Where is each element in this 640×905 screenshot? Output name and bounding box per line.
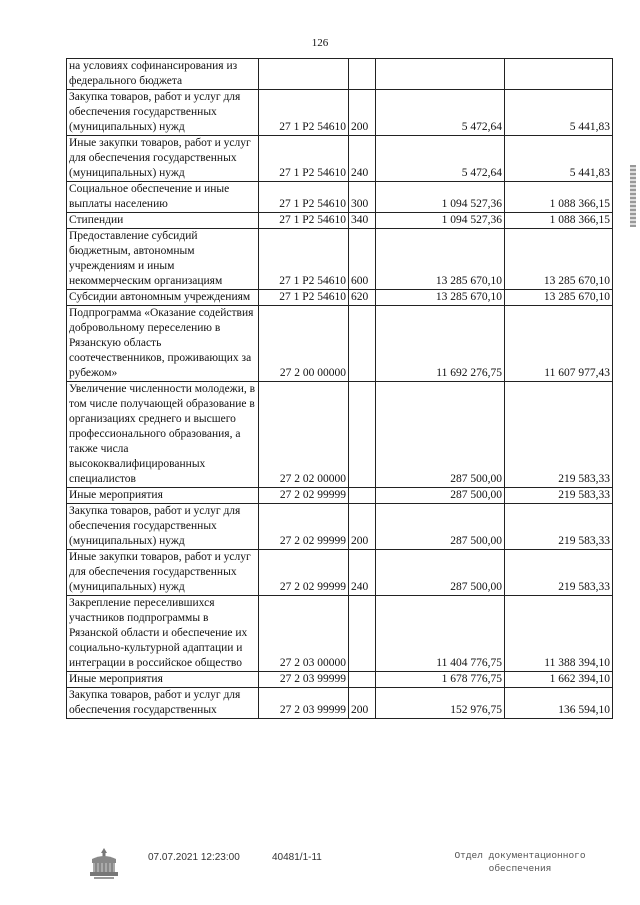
row-value-actual: 1 662 394,10 bbox=[505, 672, 613, 688]
footer-datetime: 07.07.2021 12:23:00 bbox=[148, 852, 240, 863]
footer-department bbox=[440, 849, 600, 875]
row-type: 200 bbox=[349, 688, 376, 719]
row-value-actual: 219 583,33 bbox=[505, 382, 613, 488]
row-value-actual: 1 088 366,15 bbox=[505, 182, 613, 213]
row-value-plan: 11 404 776,75 bbox=[376, 596, 505, 672]
table-row bbox=[67, 488, 613, 504]
row-type bbox=[349, 488, 376, 504]
row-type: 340 bbox=[349, 213, 376, 229]
row-code: 27 2 03 99999 bbox=[259, 672, 349, 688]
coat-of-arms-icon bbox=[86, 845, 122, 881]
row-code: 27 2 00 00000 bbox=[259, 306, 349, 382]
row-value-plan: 287 500,00 bbox=[376, 504, 505, 550]
row-type bbox=[349, 306, 376, 382]
row-value-actual: 11 607 977,43 bbox=[505, 306, 613, 382]
row-value-plan: 152 976,75 bbox=[376, 688, 505, 719]
row-value-actual: 5 441,83 bbox=[505, 90, 613, 136]
table-row bbox=[67, 136, 613, 182]
row-code: 27 1 Р2 54610 bbox=[259, 136, 349, 182]
row-type: 600 bbox=[349, 229, 376, 290]
row-name: Предоставление субсидий бюджетным, автономным учреждениям и иным некоммерческим организациям bbox=[67, 229, 259, 290]
row-value-plan: 287 500,00 bbox=[376, 550, 505, 596]
row-value-plan: 287 500,00 bbox=[376, 382, 505, 488]
row-code: 27 2 02 99999 bbox=[259, 488, 349, 504]
table-row bbox=[67, 213, 613, 229]
row-name: на условиях софинансирования из федерального бюджета bbox=[67, 59, 259, 90]
row-type bbox=[349, 382, 376, 488]
row-type bbox=[349, 59, 376, 90]
table-row bbox=[67, 688, 613, 719]
row-code: 27 1 Р2 54610 bbox=[259, 182, 349, 213]
row-code: 27 1 Р2 54610 bbox=[259, 90, 349, 136]
row-value-plan: 11 692 276,75 bbox=[376, 306, 505, 382]
row-type: 240 bbox=[349, 550, 376, 596]
row-value-actual: 136 594,10 bbox=[505, 688, 613, 719]
budget-table bbox=[66, 58, 613, 719]
row-code: 27 2 02 99999 bbox=[259, 550, 349, 596]
row-name: Стипендии bbox=[67, 213, 259, 229]
row-name: Подпрограмма «Оказание содействия добровольному переселению в Рязанскую область соотечественников, проживающих за рубежом» bbox=[67, 306, 259, 382]
footer-department-line1: Отдел документационного bbox=[454, 850, 586, 861]
row-name: Закрепление переселившихся участников подпрограммы в Рязанской области и обеспечение их социально-культурной адаптации и интеграции в российское общество bbox=[67, 596, 259, 672]
row-value-plan: 1 094 527,36 bbox=[376, 213, 505, 229]
row-value-plan: 1 094 527,36 bbox=[376, 182, 505, 213]
row-name: Социальное обеспечение и иные выплаты населению bbox=[67, 182, 259, 213]
table-row bbox=[67, 550, 613, 596]
row-value-actual: 13 285 670,10 bbox=[505, 229, 613, 290]
row-code: 27 2 03 99999 bbox=[259, 688, 349, 719]
row-type: 300 bbox=[349, 182, 376, 213]
row-value-actual: 5 441,83 bbox=[505, 136, 613, 182]
row-type bbox=[349, 596, 376, 672]
row-value-plan: 5 472,64 bbox=[376, 90, 505, 136]
table-row bbox=[67, 306, 613, 382]
table-row bbox=[67, 229, 613, 290]
table-row bbox=[67, 596, 613, 672]
row-value-plan: 13 285 670,10 bbox=[376, 229, 505, 290]
scan-edge-mark bbox=[630, 165, 636, 227]
row-name: Закупка товаров, работ и услуг для обеспечения государственных (муниципальных) нужд bbox=[67, 90, 259, 136]
table-row bbox=[67, 672, 613, 688]
row-name: Увеличение численности молодежи, в том числе получающей образование в организациях среднего и высшего профессионального образования, а также числа высококвалифицированных специалистов bbox=[67, 382, 259, 488]
row-value-actual: 1 088 366,15 bbox=[505, 213, 613, 229]
row-name: Иные закупки товаров, работ и услуг для обеспечения государственных (муниципальных) нужд bbox=[67, 136, 259, 182]
table-row bbox=[67, 504, 613, 550]
row-name: Иные мероприятия bbox=[67, 488, 259, 504]
row-code: 27 1 Р2 54610 bbox=[259, 229, 349, 290]
footer-department-line2: обеспечения bbox=[488, 863, 552, 874]
row-value-plan: 1 678 776,75 bbox=[376, 672, 505, 688]
row-name: Иные мероприятия bbox=[67, 672, 259, 688]
table-row bbox=[67, 182, 613, 213]
row-value-actual: 11 388 394,10 bbox=[505, 596, 613, 672]
row-code: 27 2 03 00000 bbox=[259, 596, 349, 672]
row-value-actual: 13 285 670,10 bbox=[505, 290, 613, 306]
row-name: Закупка товаров, работ и услуг для обеспечения государственных bbox=[67, 688, 259, 719]
row-code: 27 2 02 99999 bbox=[259, 504, 349, 550]
row-type: 620 bbox=[349, 290, 376, 306]
row-value-plan: 287 500,00 bbox=[376, 488, 505, 504]
row-value-actual: 219 583,33 bbox=[505, 550, 613, 596]
row-name: Иные закупки товаров, работ и услуг для обеспечения государственных (муниципальных) нужд bbox=[67, 550, 259, 596]
row-type: 240 bbox=[349, 136, 376, 182]
row-type: 200 bbox=[349, 504, 376, 550]
row-code: 27 1 Р2 54610 bbox=[259, 213, 349, 229]
table-row bbox=[67, 90, 613, 136]
row-code: 27 1 Р2 54610 bbox=[259, 290, 349, 306]
table-row bbox=[67, 382, 613, 488]
row-value-plan: 5 472,64 bbox=[376, 136, 505, 182]
table-row bbox=[67, 59, 613, 90]
row-value-actual: 219 583,33 bbox=[505, 488, 613, 504]
footer-registration-number: 40481/1-11 bbox=[272, 852, 322, 863]
row-type: 200 bbox=[349, 90, 376, 136]
row-type bbox=[349, 672, 376, 688]
page-number: 126 bbox=[311, 37, 329, 49]
budget-table-body bbox=[67, 59, 613, 719]
row-value-actual bbox=[505, 59, 613, 90]
table-row bbox=[67, 290, 613, 306]
row-code bbox=[259, 59, 349, 90]
row-name: Субсидии автономным учреждениям bbox=[67, 290, 259, 306]
row-value-actual: 219 583,33 bbox=[505, 504, 613, 550]
row-code: 27 2 02 00000 bbox=[259, 382, 349, 488]
row-value-plan bbox=[376, 59, 505, 90]
row-name: Закупка товаров, работ и услуг для обеспечения государственных (муниципальных) нужд bbox=[67, 504, 259, 550]
row-value-plan: 13 285 670,10 bbox=[376, 290, 505, 306]
